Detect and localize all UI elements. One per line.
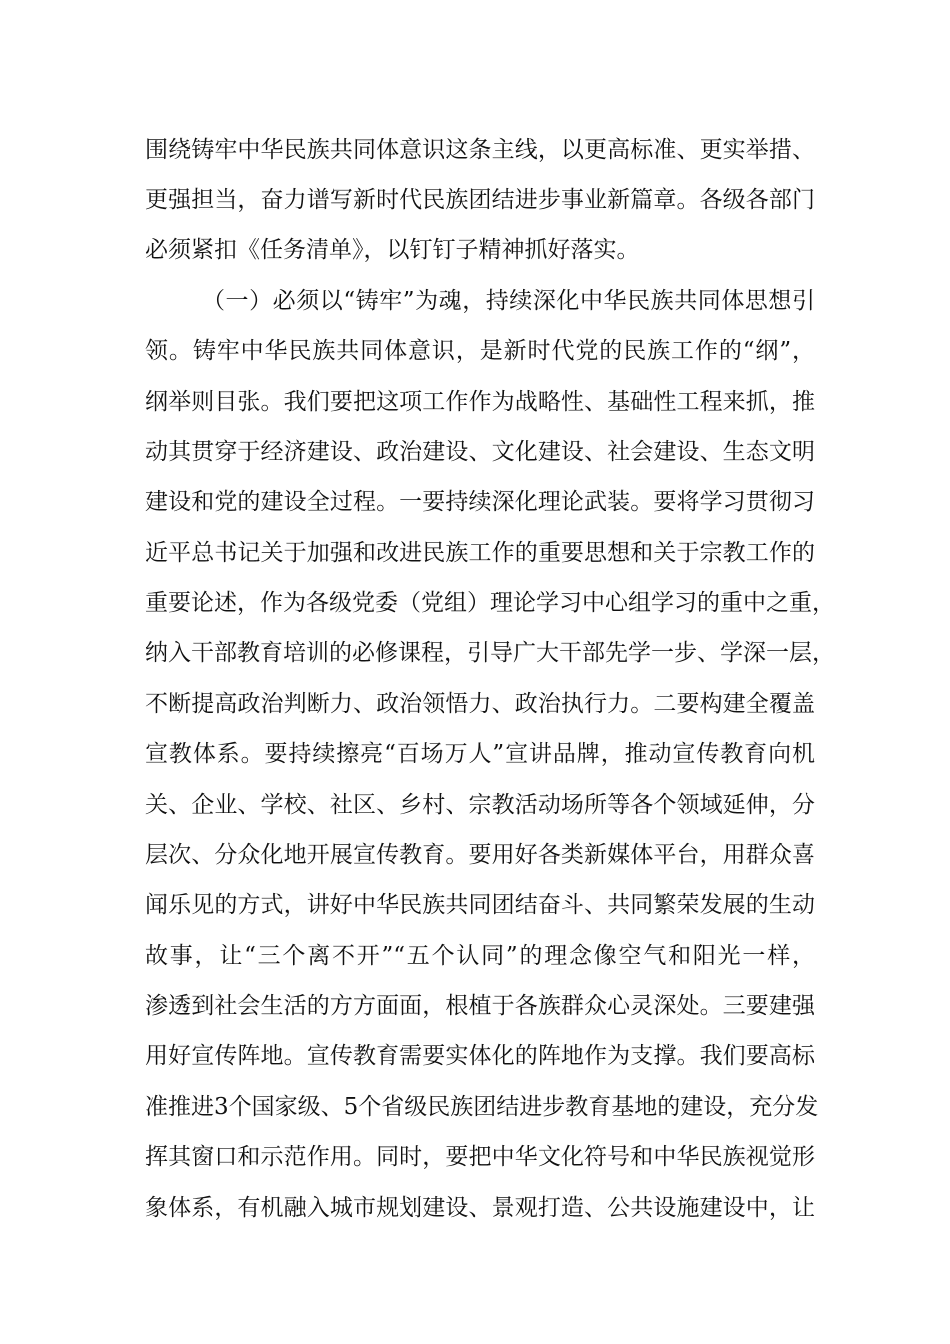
- text-line: 准推进3个国家级、5个省级民族团结进步教育基地的建设，充分发: [145, 1094, 819, 1120]
- text-line: 近平总书记关于加强和改进民族工作的重要思想和关于宗教工作的: [145, 540, 815, 566]
- section-heading-line: （一）必须以“铸牢”为魂，持续深化中华民族共同体思想引: [202, 288, 815, 314]
- text-line: 动其贯穿于经济建设、政治建设、文化建设、社会建设、生态文明: [145, 439, 815, 465]
- text-line: 关、企业、学校、社区、乡村、宗教活动场所等各个领域延伸，分: [145, 792, 815, 818]
- text-line: 纳入干部教育培训的必修课程，引导广大干部先学一步、学深一层，: [145, 640, 835, 666]
- text-line: 用好宣传阵地。宣传教育需要实体化的阵地作为支撑。我们要高标: [145, 1043, 815, 1069]
- text-line: 围绕铸牢中华民族共同体意识这条主线，以更高标准、更实举措、: [145, 137, 815, 163]
- text-line: 宣教体系。要持续擦亮“百场万人”宣讲品牌，推动宣传教育向机: [145, 741, 815, 767]
- text-line: 渗透到社会生活的方方面面，根植于各族群众心灵深处。三要建强: [145, 993, 815, 1019]
- text-line: 闻乐见的方式，讲好中华民族共同团结奋斗、共同繁荣发展的生动: [145, 892, 815, 918]
- text-line: 必须紧扣《任务清单》，以钉钉子精神抓好落实。: [145, 237, 640, 263]
- text-line: 挥其窗口和示范作用。同时，要把中华文化符号和中华民族视觉形: [145, 1144, 815, 1170]
- text-line: 不断提高政治判断力、政治领悟力、政治执行力。二要构建全覆盖: [145, 691, 815, 717]
- text-line: 象体系，有机融入城市规划建设、景观打造、公共设施建设中，让: [145, 1195, 815, 1221]
- text-line: 更强担当，奋力谱写新时代民族团结进步事业新篇章。各级各部门: [145, 187, 815, 213]
- text-line: 建设和党的建设全过程。一要持续深化理论武装。要将学习贯彻习: [145, 489, 815, 515]
- text-line: 层次、分众化地开展宣传教育。要用好各类新媒体平台，用群众喜: [145, 842, 815, 868]
- text-line: 故事，让“三个离不开”“五个认同”的理念像空气和阳光一样，: [145, 943, 815, 969]
- text-line: 重要论述，作为各级党委（党组）理论学习中心组学习的重中之重，: [145, 590, 835, 616]
- text-line: 领。铸牢中华民族共同体意识，是新时代党的民族工作的“纲”，: [145, 338, 815, 364]
- text-line: 纲举则目张。我们要把这项工作作为战略性、基础性工程来抓，推: [145, 389, 815, 415]
